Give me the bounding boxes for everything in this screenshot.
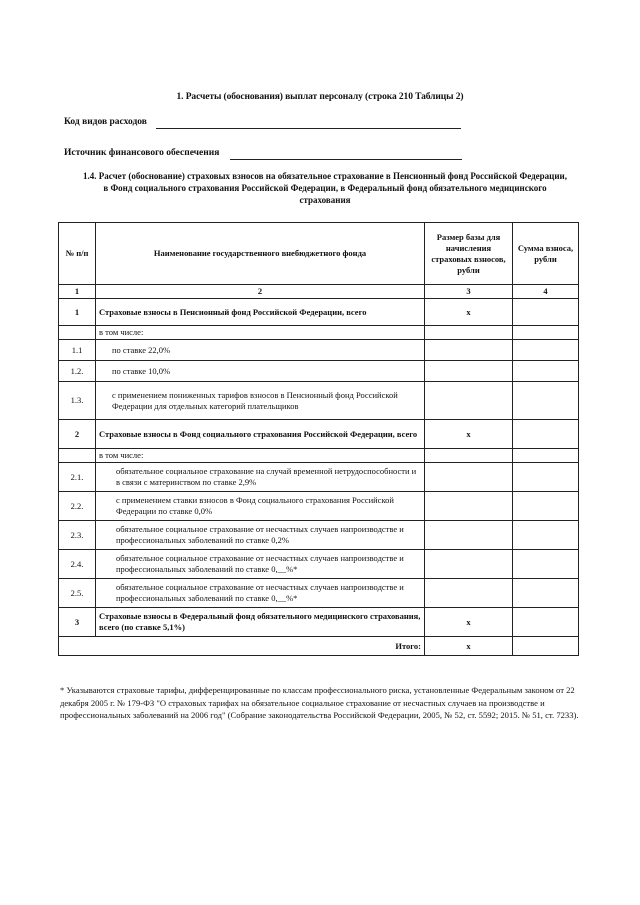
total-sum[interactable] [513, 637, 579, 656]
row-num: 2.4. [59, 550, 96, 579]
row-num [59, 449, 96, 463]
table-row [59, 340, 579, 361]
funding-source-field[interactable] [230, 149, 462, 160]
row-num [59, 326, 96, 340]
section-title: 1.4. Расчет (обоснование) страховых взносов на обязательное страхование в Пенсионный фонд Российской Федерации, в Фонд социального страхования Российской Федерации, в Федеральный фонд обязательного медицинского страхования [83, 171, 567, 205]
row-base[interactable] [425, 382, 513, 420]
table-header-row [59, 223, 579, 285]
row-num: 2.2. [59, 492, 96, 521]
row-base[interactable] [425, 579, 513, 608]
expense-code-field[interactable] [156, 118, 461, 129]
table-row [59, 463, 579, 492]
row-sum[interactable] [513, 550, 579, 579]
row-base: x [425, 608, 513, 637]
row-base[interactable] [425, 492, 513, 521]
row-base[interactable] [425, 463, 513, 492]
row-sum[interactable] [513, 463, 579, 492]
row-sum[interactable] [513, 382, 579, 420]
document-title: 1. Расчеты (обоснования) выплат персоналу (строка 210 Таблицы 2) [176, 92, 464, 102]
row-name: Страховые взносы в Фонд социального страхования Российской Федерации, всего [96, 420, 425, 449]
row-name: с применением ставки взносов в Фонд социального страхования Российской Федерации по ставке 0,0% [96, 492, 425, 521]
row-base[interactable] [425, 449, 513, 463]
row-sum[interactable] [513, 521, 579, 550]
row-sum[interactable] [513, 361, 579, 382]
row-num: 2 [59, 420, 96, 449]
row-num: 2.5. [59, 579, 96, 608]
header-name: Наименование государственного внебюджетного фонда [96, 223, 425, 285]
table-row [59, 608, 579, 637]
col-number: 3 [425, 285, 513, 299]
row-name: в том числе: [96, 326, 425, 340]
total-label: Итого: [59, 637, 425, 656]
row-base[interactable] [425, 521, 513, 550]
row-name: Страховые взносы в Федеральный фонд обязательного медицинского страхования, всего (по ставке 5,1%) [96, 608, 425, 637]
table-row [59, 521, 579, 550]
row-name: обязательное социальное страхование от несчастных случаев напроизводстве и профессиональных заболеваний по ставке 0,__%* [96, 550, 425, 579]
row-num: 1.2. [59, 361, 96, 382]
row-sum[interactable] [513, 326, 579, 340]
table-row [59, 382, 579, 420]
row-base: x [425, 299, 513, 326]
table-row [59, 420, 579, 449]
row-base[interactable] [425, 550, 513, 579]
funding-source-label: Источник финансового обеспечения [64, 148, 220, 158]
table-row [59, 326, 579, 340]
table-row [59, 449, 579, 463]
table-row [59, 579, 579, 608]
row-sum[interactable] [513, 579, 579, 608]
row-name: с применением пониженных тарифов взносов в Пенсионный фонд Российской Федерации для отдельных категорий плательщиков [96, 382, 425, 420]
row-sum[interactable] [513, 449, 579, 463]
row-name: в том числе: [96, 449, 425, 463]
footnote: * Указываются страховые тарифы, дифференцированные по классам профессионального риска, установленные Федеральным законом от 22 декабря 2005 г. № 179-ФЗ "О страховых тарифах на обязательное социальное страхование от несчастных случаев на производстве и профессиональных заболеваний на 2006 год" (Собрание законодательства Российской Федерации, 2005, № 52, ст. 5592; 2015. № 51, ст. 7233). [60, 685, 579, 720]
header-num: № п/п [59, 223, 96, 285]
column-number-row [59, 285, 579, 299]
row-num: 2.1. [59, 463, 96, 492]
col-number: 2 [96, 285, 425, 299]
col-number: 1 [59, 285, 96, 299]
row-sum[interactable] [513, 299, 579, 326]
total-base: x [425, 637, 513, 656]
row-name: обязательное социальное страхование на случай временной нетрудоспособности и в связи с материнством по ставке 2,9% [96, 463, 425, 492]
table-row [59, 299, 579, 326]
row-base[interactable] [425, 326, 513, 340]
row-sum[interactable] [513, 420, 579, 449]
header-base: Размер базы для начисления страховых взносов, рубли [425, 223, 513, 285]
total-row [59, 637, 579, 656]
row-base[interactable] [425, 340, 513, 361]
col-number: 4 [513, 285, 579, 299]
row-name: по ставке 10,0% [96, 361, 425, 382]
header-sum: Сумма взноса, рубли [513, 223, 579, 285]
row-name: обязательное социальное страхование от несчастных случаев напроизводстве и профессиональных заболеваний по ставке 0,__%* [96, 579, 425, 608]
expense-code-label: Код видов расходов [64, 117, 147, 127]
row-name: по ставке 22,0% [96, 340, 425, 361]
row-sum[interactable] [513, 340, 579, 361]
row-name: обязательное социальное страхование от несчастных случаев напроизводстве и профессиональных заболеваний по ставке 0,2% [96, 521, 425, 550]
row-base[interactable] [425, 361, 513, 382]
row-num: 2.3. [59, 521, 96, 550]
insurance-contributions-table [58, 222, 579, 656]
funding-source-row [64, 148, 219, 158]
row-sum[interactable] [513, 492, 579, 521]
row-num: 1 [59, 299, 96, 326]
table-row [59, 361, 579, 382]
row-num: 3 [59, 608, 96, 637]
row-name: Страховые взносы в Пенсионный фонд Российской Федерации, всего [96, 299, 425, 326]
row-base: x [425, 420, 513, 449]
row-num: 1.1 [59, 340, 96, 361]
expense-code-row [64, 117, 147, 127]
row-num: 1.3. [59, 382, 96, 420]
table-row [59, 492, 579, 521]
row-sum[interactable] [513, 608, 579, 637]
table-row [59, 550, 579, 579]
